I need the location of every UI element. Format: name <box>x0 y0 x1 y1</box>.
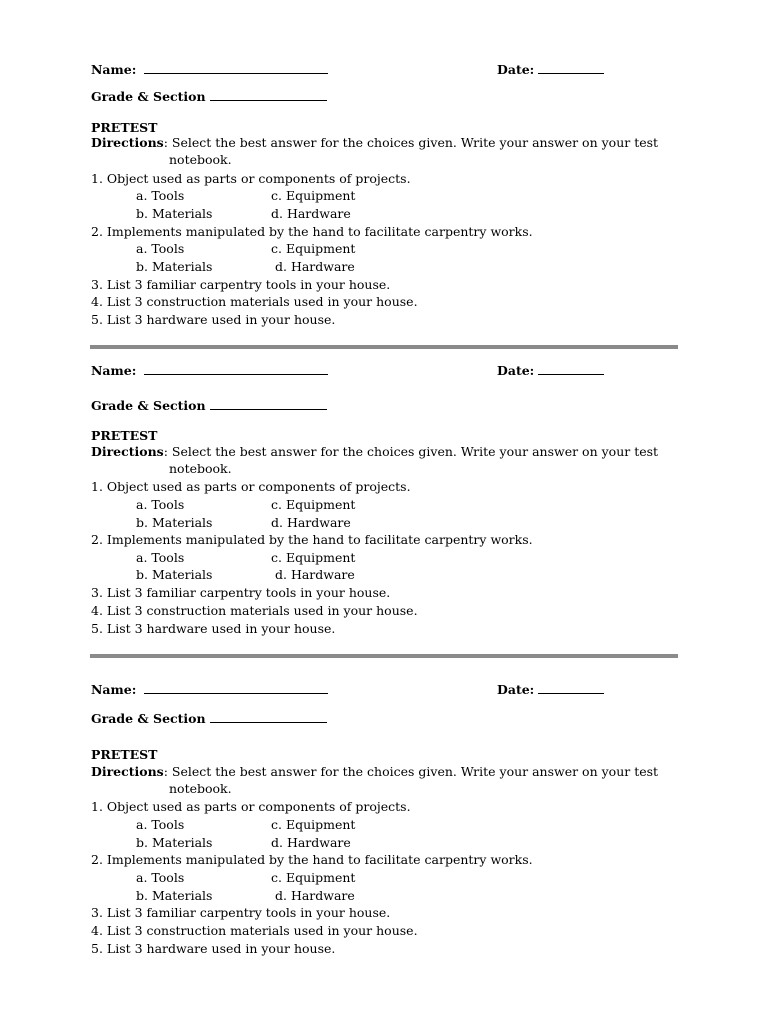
directions-continued: notebook. <box>169 461 232 476</box>
directions <box>91 135 658 151</box>
q2-option-a: a. Tools <box>136 550 185 565</box>
q2-option-c: c. Equipment <box>271 870 356 885</box>
question-4: 4. List 3 construction materials used in your house. <box>91 923 418 938</box>
directions-continued: notebook. <box>169 781 232 796</box>
directions <box>91 764 658 780</box>
q2-option-a: a. Tools <box>136 241 185 256</box>
name-blank[interactable] <box>144 682 328 694</box>
date-field <box>497 62 604 78</box>
directions-text: : Select the best answer for the choices given. Write your answer on your test <box>163 135 659 150</box>
pretest-section-2 <box>0 309 768 636</box>
grade-section-label: Grade & Section <box>91 711 206 726</box>
q1-option-b: b. Materials <box>136 515 213 530</box>
q1-option-a: a. Tools <box>136 188 185 203</box>
q1-option-b: b. Materials <box>136 206 213 221</box>
question-2: 2. Implements manipulated by the hand to facilitate carpentry works. <box>91 532 533 547</box>
date-label: Date: <box>497 682 535 697</box>
date-blank[interactable] <box>538 682 604 694</box>
q1-option-c: c. Equipment <box>271 817 356 832</box>
q1-option-d: d. Hardware <box>271 206 351 221</box>
question-3: 3. List 3 familiar carpentry tools in your house. <box>91 905 391 920</box>
q2-option-a: a. Tools <box>136 870 185 885</box>
q1-option-c: c. Equipment <box>271 188 356 203</box>
question-3: 3. List 3 familiar carpentry tools in your house. <box>91 277 391 292</box>
name-label: Name: <box>91 363 137 378</box>
pretest-title: PRETEST <box>91 428 158 443</box>
q2-option-c: c. Equipment <box>271 550 356 565</box>
directions <box>91 444 658 460</box>
question-5: 5. List 3 hardware used in your house. <box>91 312 336 327</box>
q2-option-d: d. Hardware <box>275 888 355 903</box>
name-blank[interactable] <box>144 62 328 74</box>
q1-option-b: b. Materials <box>136 835 213 850</box>
name-blank[interactable] <box>144 363 328 375</box>
pretest-section-3 <box>0 630 768 956</box>
grade-section-blank[interactable] <box>210 711 327 723</box>
name-field <box>91 363 328 379</box>
grade-section-blank[interactable] <box>210 398 327 410</box>
date-label: Date: <box>497 363 535 378</box>
directions-label: Directions <box>91 764 164 779</box>
name-field <box>91 682 328 698</box>
grade-section-field <box>91 711 327 727</box>
pretest-title: PRETEST <box>91 120 158 135</box>
q1-option-a: a. Tools <box>136 817 185 832</box>
grade-section-blank[interactable] <box>210 89 327 101</box>
date-blank[interactable] <box>538 62 604 74</box>
directions-label: Directions <box>91 444 164 459</box>
directions-label: Directions <box>91 135 164 150</box>
q1-option-c: c. Equipment <box>271 497 356 512</box>
name-label: Name: <box>91 682 137 697</box>
grade-section-field <box>91 89 327 105</box>
q2-option-c: c. Equipment <box>271 241 356 256</box>
grade-section-field <box>91 398 327 414</box>
question-3: 3. List 3 familiar carpentry tools in your house. <box>91 585 391 600</box>
name-field <box>91 62 328 78</box>
q2-option-b: b. Materials <box>136 259 213 274</box>
question-1: 1. Object used as parts or components of projects. <box>91 171 411 186</box>
question-4: 4. List 3 construction materials used in your house. <box>91 603 418 618</box>
grade-section-label: Grade & Section <box>91 89 206 104</box>
date-blank[interactable] <box>538 363 604 375</box>
question-5: 5. List 3 hardware used in your house. <box>91 941 336 956</box>
q1-option-d: d. Hardware <box>271 515 351 530</box>
name-label: Name: <box>91 62 137 77</box>
question-5: 5. List 3 hardware used in your house. <box>91 621 336 636</box>
question-2: 2. Implements manipulated by the hand to facilitate carpentry works. <box>91 852 533 867</box>
directions-text: : Select the best answer for the choices given. Write your answer on your test <box>163 444 659 459</box>
date-label: Date: <box>497 62 535 77</box>
directions-continued: notebook. <box>169 152 232 167</box>
question-1: 1. Object used as parts or components of projects. <box>91 799 411 814</box>
question-2: 2. Implements manipulated by the hand to facilitate carpentry works. <box>91 224 533 239</box>
directions-text: : Select the best answer for the choices given. Write your answer on your test <box>163 764 659 779</box>
q2-option-b: b. Materials <box>136 888 213 903</box>
q2-option-b: b. Materials <box>136 567 213 582</box>
q1-option-d: d. Hardware <box>271 835 351 850</box>
q2-option-d: d. Hardware <box>275 567 355 582</box>
pretest-title: PRETEST <box>91 747 158 762</box>
question-1: 1. Object used as parts or components of projects. <box>91 479 411 494</box>
q1-option-a: a. Tools <box>136 497 185 512</box>
grade-section-label: Grade & Section <box>91 398 206 413</box>
date-field <box>497 363 604 379</box>
pretest-section-1 <box>0 0 768 327</box>
question-4: 4. List 3 construction materials used in your house. <box>91 294 418 309</box>
q2-option-d: d. Hardware <box>275 259 355 274</box>
date-field <box>497 682 604 698</box>
